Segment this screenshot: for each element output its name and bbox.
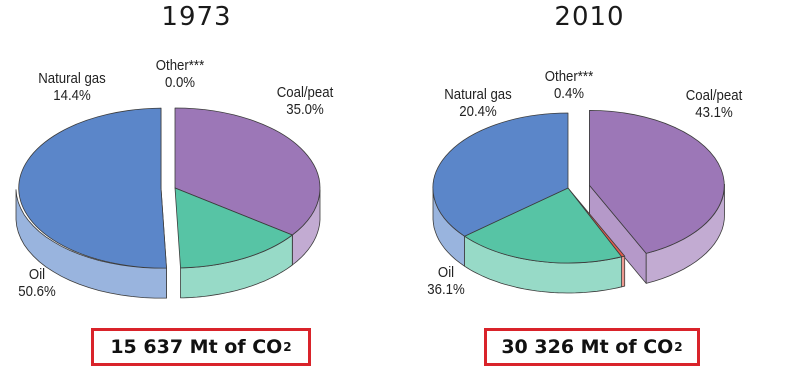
slice-label-other [136,57,224,91]
chart-title-1973: 1973 [161,2,232,32]
total-value: 30 326 Mt of CO [501,336,674,358]
slice-label-coal-peat [261,84,349,118]
total-value: 15 637 Mt of CO [110,336,283,358]
slice-value: 50.6% [18,283,56,300]
chart-title-2010: 2010 [554,2,625,32]
slice-value: 0.0% [164,74,196,91]
slice-name: Oil [28,266,46,283]
slice-value: 14.4% [53,87,91,104]
total-subscript: 2 [283,340,292,354]
total-emissions-1973 [91,328,311,366]
slice-name: Oil [437,264,455,281]
pie-panel-2010 [393,0,786,386]
slice-name: Coal/peat [685,87,743,104]
slice-label-natural-gas [434,86,522,120]
slice-value: 20.4% [459,103,497,120]
slice-label-natural-gas [28,70,116,104]
slice-value: 43.1% [695,104,733,121]
slice-name: Other*** [155,57,205,74]
slice-name: Natural gas [38,70,106,87]
slice-name: Other*** [544,68,594,85]
slice-name: Coal/peat [276,84,334,101]
total-subscript: 2 [674,340,683,354]
slice-value: 35.0% [286,101,324,118]
slice-label-oil [415,264,477,298]
slice-side-other [622,256,625,287]
slice-value: 0.4% [553,85,585,102]
slice-name: Natural gas [444,86,512,103]
slice-label-oil [6,266,68,300]
total-emissions-2010 [484,328,700,366]
slice-label-other [525,68,613,102]
slice-value: 36.1% [427,281,465,298]
slice-label-coal-peat [670,87,758,121]
